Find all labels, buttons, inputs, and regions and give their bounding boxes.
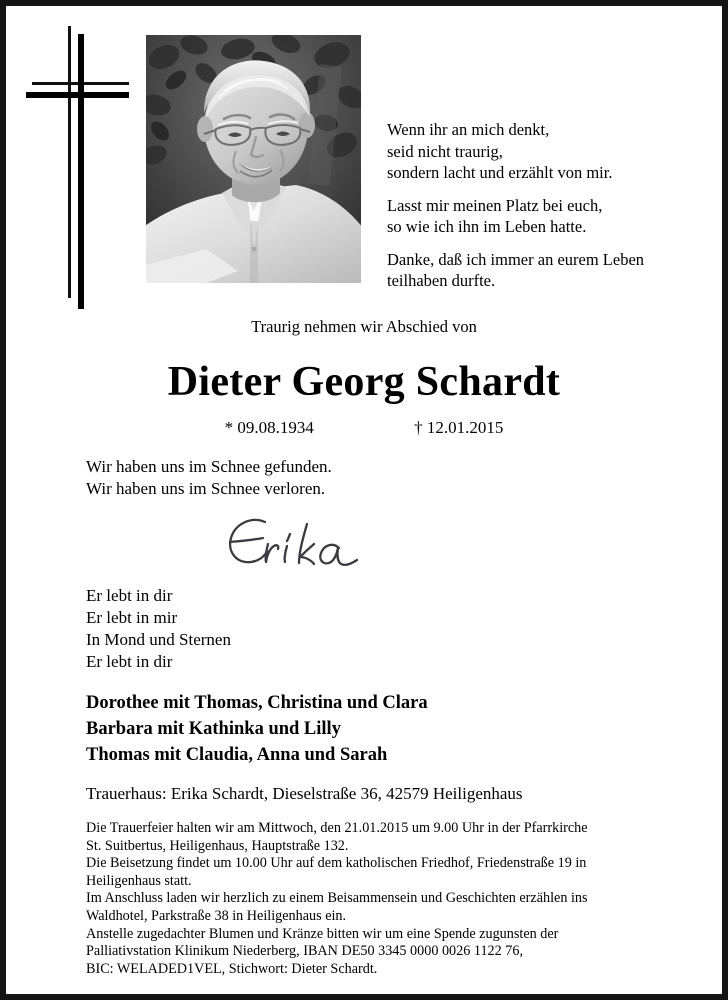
verse-line: Er lebt in dir <box>86 586 173 605</box>
family-line: Thomas mit Claudia, Anna und Sarah <box>86 745 388 765</box>
verse-line: In Mond und Sternen <box>86 630 231 649</box>
detail-line: BIC: WELADED1VEL, Stichwort: Dieter Schardt. <box>86 960 378 977</box>
poem-stanza <box>387 119 707 184</box>
cross-vertical-thick <box>78 34 84 309</box>
family-line: Barbara mit Kathinka und Lilly <box>86 719 341 739</box>
detail-line: Im Anschluss laden wir herzlich zu einem Beisammensein und Geschichten erzählen ins <box>86 890 588 907</box>
christian-cross-icon <box>24 26 134 301</box>
poem-line: Danke, daß ich immer an eurem Leben <box>387 249 645 269</box>
handwritten-signature-erika <box>221 512 391 574</box>
notice-inner <box>6 6 722 994</box>
detail-line: Anstelle zugedachter Blumen und Kränze bitten wir um eine Spende zugunsten der <box>86 925 559 942</box>
detail-line: Die Beisetzung findet um 10.00 Uhr auf dem katholischen Friedhof, Friedenstraße 19 in <box>86 855 587 872</box>
detail-line: Palliativstation Klinikum Niederberg, IBAN DE50 3345 0000 0026 1122 76, <box>86 943 524 960</box>
verse-he-lives <box>86 585 231 673</box>
cross-horizontal-thick <box>26 92 129 98</box>
detail-line: Waldhotel, Parkstraße 38 in Heiligenhaus ein. <box>86 907 347 924</box>
life-dates <box>6 418 722 438</box>
verse-line: Wir haben uns im Schnee gefunden. <box>86 457 332 476</box>
funeral-details <box>86 820 686 978</box>
detail-line: Die Trauerfeier halten wir am Mittwoch, den 21.01.2015 um 9.00 Uhr in der Pfarrkirche <box>86 820 588 836</box>
poem-line: Wenn ihr an mich denkt, <box>387 120 550 139</box>
detail-line: St. Suitbertus, Heiligenhaus, Hauptstraße 132. <box>86 837 349 854</box>
portrait-photo <box>146 35 361 283</box>
detail-line: Heiligenhaus statt. <box>86 872 192 889</box>
poem-stanza <box>387 195 707 238</box>
death-date: † 12.01.2015 <box>414 418 504 437</box>
verse-snow <box>86 456 332 500</box>
poem-line: Lasst mir meinen Platz bei euch, <box>387 195 603 215</box>
family-line: Dorothee mit Thomas, Christina und Clara <box>86 693 428 713</box>
birth-date: * 09.08.1934 <box>224 418 314 437</box>
poem-line: sondern lacht und erzählt von mir. <box>387 163 613 182</box>
verse-line: Er lebt in mir <box>86 608 178 627</box>
deceased-name: Dieter Georg Schardt <box>167 359 561 405</box>
poem-line: teilhaben durfte. <box>387 271 496 290</box>
cross-vertical-thin <box>68 26 71 298</box>
verse-line: Wir haben uns im Schnee verloren. <box>86 479 326 498</box>
farewell-intro: Traurig nehmen wir Abschied von <box>251 317 477 336</box>
poem-line: so wie ich ihn im Leben hatte. <box>387 217 587 236</box>
poem-line: seid nicht traurig, <box>387 141 503 161</box>
poem-stanza <box>387 249 707 292</box>
memorial-poem <box>387 119 707 292</box>
verse-line: Er lebt in dir <box>86 652 173 671</box>
family-survivors <box>86 690 428 768</box>
mourning-house-address: Trauerhaus: Erika Schardt, Dieselstraße 36, 42579 Heiligenhaus <box>86 784 523 803</box>
